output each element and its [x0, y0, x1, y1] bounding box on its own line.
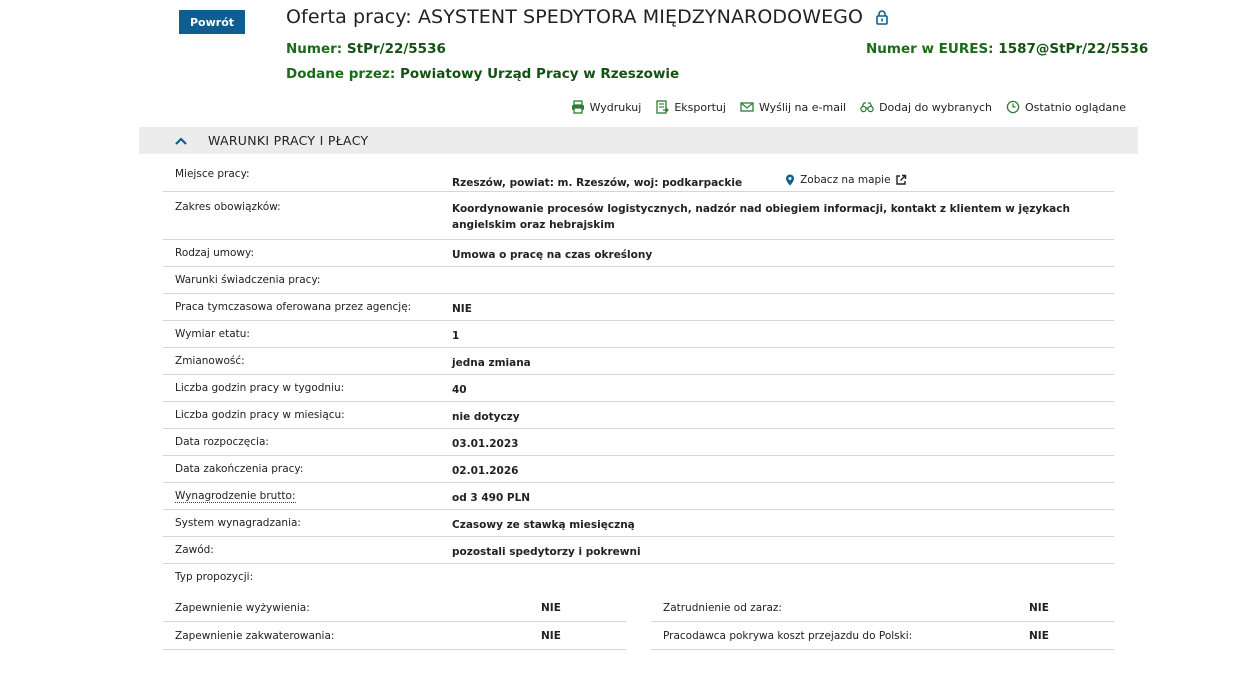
clock-icon: [1006, 100, 1020, 114]
export-icon: [655, 100, 669, 114]
row-value-text: Czasowy ze stawką miesięczną: [452, 519, 635, 531]
row-value-text: jedna zmiana: [452, 357, 531, 369]
row-value-text: 40: [452, 384, 467, 396]
recent-label: Ostatnio oglądane: [1025, 100, 1126, 114]
row-label-text: Data zakończenia pracy:: [175, 463, 304, 475]
row-value-text: Rzeszów, powiat: m. Rzeszów, woj: podkarpackie: [452, 177, 743, 189]
table-row: [163, 564, 1114, 590]
proposal-right-column: [651, 594, 1114, 650]
proposal-row: [651, 622, 1114, 650]
row-value: [452, 172, 1114, 191]
row-label-text: System wynagradzania:: [175, 517, 301, 529]
external-link-icon: [895, 174, 907, 186]
map-pin-icon: [784, 174, 796, 186]
row-value: [452, 544, 1114, 563]
section-header[interactable]: [139, 127, 1138, 154]
section-title: WARUNKI PRACY I PŁACY: [208, 133, 369, 148]
table-row: [163, 321, 1114, 348]
table-row: [163, 510, 1114, 537]
row-value-text: NIE: [452, 303, 472, 315]
export-button[interactable]: [655, 100, 726, 114]
proposal-row: [163, 594, 626, 622]
view-map-label: Zobacz na mapie: [800, 174, 891, 186]
row-label-text: Zmianowość:: [175, 355, 245, 367]
table-row: [163, 375, 1114, 402]
row-value: [452, 301, 1114, 320]
row-value: [452, 571, 1114, 590]
row-value: [452, 382, 1114, 401]
eures-number-value: 1587@StPr/22/5536: [998, 41, 1149, 57]
offer-number-label: Numer:: [286, 41, 343, 57]
row-label: [163, 544, 452, 563]
envelope-icon: [740, 100, 754, 114]
proposal-value: NIE: [1029, 601, 1049, 614]
row-value: [452, 201, 1114, 239]
row-value: [452, 274, 1114, 293]
proposal-left-column: [163, 594, 626, 650]
action-toolbar: [571, 100, 1126, 114]
row-label: [163, 382, 452, 401]
add-to-favorites-button[interactable]: [860, 100, 992, 114]
email-label: Wyślij na e-mail: [758, 100, 847, 114]
table-row: [163, 402, 1114, 429]
row-label: [163, 571, 452, 590]
binoculars-icon: [860, 100, 874, 114]
added-by: [286, 66, 679, 82]
row-label-text: Wymiar etatu:: [175, 328, 250, 340]
row-label: [163, 301, 452, 320]
email-button[interactable]: [740, 100, 846, 114]
added-by-label: Dodane przez:: [286, 66, 396, 82]
row-label: [163, 463, 452, 482]
row-label-text: Liczba godzin pracy w tygodniu:: [175, 382, 345, 394]
back-button[interactable]: Powrót: [179, 10, 245, 34]
row-value: [452, 328, 1114, 347]
added-by-value: Powiatowy Urząd Pracy w Rzeszowie: [400, 66, 680, 82]
table-row: [163, 267, 1114, 294]
row-value-text: pozostali spedytorzy i pokrewni: [452, 546, 641, 558]
offer-number: [286, 41, 446, 57]
row-label-text: Praca tymczasowa oferowana przez agencję:: [175, 301, 412, 313]
table-row: [163, 294, 1114, 321]
table-row: [163, 192, 1114, 240]
row-label: [163, 355, 452, 374]
row-label-text: Typ propozycji:: [175, 571, 254, 583]
row-label: [163, 274, 452, 293]
offer-number-value: StPr/22/5536: [346, 41, 446, 57]
table-row: [163, 537, 1114, 564]
proposal-label: Zapewnienie zakwaterowania:: [175, 629, 335, 642]
proposal-value: NIE: [541, 601, 561, 614]
favorites-label: Dodaj do wybranych: [879, 100, 993, 114]
row-value: [452, 247, 1114, 266]
table-row: [163, 240, 1114, 267]
export-label: Eksportuj: [674, 100, 726, 114]
chevron-up-icon[interactable]: [174, 134, 188, 148]
row-value-text: nie dotyczy: [452, 411, 520, 423]
table-row: [163, 161, 1114, 192]
row-label-text: Data rozpoczęcia:: [175, 436, 269, 448]
row-value-text: Umowa o pracę na czas określony: [452, 249, 653, 261]
row-value-text: od 3 490 PLN: [452, 492, 531, 504]
table-row: [163, 429, 1114, 456]
row-label-text[interactable]: Wynagrodzenie brutto:: [175, 490, 296, 502]
row-value-text: 03.01.2023: [452, 438, 519, 450]
row-label: [163, 409, 452, 428]
page-title: Oferta pracy: ASYSTENT SPEDYTORA MIĘDZYNARODOWEGO: [286, 6, 864, 28]
row-value: [452, 517, 1114, 536]
row-label: [163, 436, 452, 455]
row-label-text: Warunki świadczenia pracy:: [175, 274, 321, 286]
conditions-table: [163, 161, 1114, 590]
row-value: [452, 355, 1114, 374]
row-label: [163, 201, 452, 239]
eures-number-label: Numer w EURES:: [866, 41, 994, 57]
row-label: [163, 247, 452, 266]
row-label-text: Rodzaj umowy:: [175, 247, 254, 259]
row-value: [452, 490, 1114, 509]
print-button[interactable]: [571, 100, 642, 114]
row-value-text: Koordynowanie procesów logistycznych, nadzór nad obiegiem informacji, kontakt z klientem w językach angielskim oraz hebrajskim: [452, 203, 1070, 231]
proposal-row: [163, 622, 626, 650]
row-label: [163, 490, 452, 509]
proposal-value: NIE: [541, 629, 561, 642]
row-value-text: 1: [452, 330, 460, 342]
proposal-label: Pracodawca pokrywa koszt przejazdu do Polski:: [663, 629, 913, 642]
table-row: [163, 456, 1114, 483]
proposal-label: Zapewnienie wyżywienia:: [175, 601, 310, 614]
row-label-text: Zawód:: [175, 544, 214, 556]
row-value-text: 02.01.2026: [452, 465, 519, 477]
printer-icon: [571, 100, 585, 114]
view-map-link[interactable]: [784, 172, 906, 188]
proposal-value: NIE: [1029, 629, 1049, 642]
proposal-type-grid: [163, 594, 1114, 650]
print-label: Wydrukuj: [589, 100, 642, 114]
row-value: [452, 463, 1114, 482]
row-label: [163, 328, 452, 347]
row-label-text: Liczba godzin pracy w miesiącu:: [175, 409, 345, 421]
row-label: [163, 517, 452, 536]
row-value: [452, 436, 1114, 455]
lock-icon[interactable]: [875, 9, 889, 25]
recently-viewed-button[interactable]: [1006, 100, 1126, 114]
row-label-text: Zakres obowiązków:: [175, 201, 281, 213]
proposal-row: [651, 594, 1114, 622]
row-label: [163, 168, 452, 191]
page-title-row: [286, 6, 889, 28]
proposal-label: Zatrudnienie od zaraz:: [663, 601, 782, 614]
table-row: [163, 348, 1114, 375]
table-row: [163, 483, 1114, 510]
row-label-text: Miejsce pracy:: [175, 168, 250, 180]
row-value: [452, 409, 1114, 428]
eures-number: [866, 41, 1148, 57]
